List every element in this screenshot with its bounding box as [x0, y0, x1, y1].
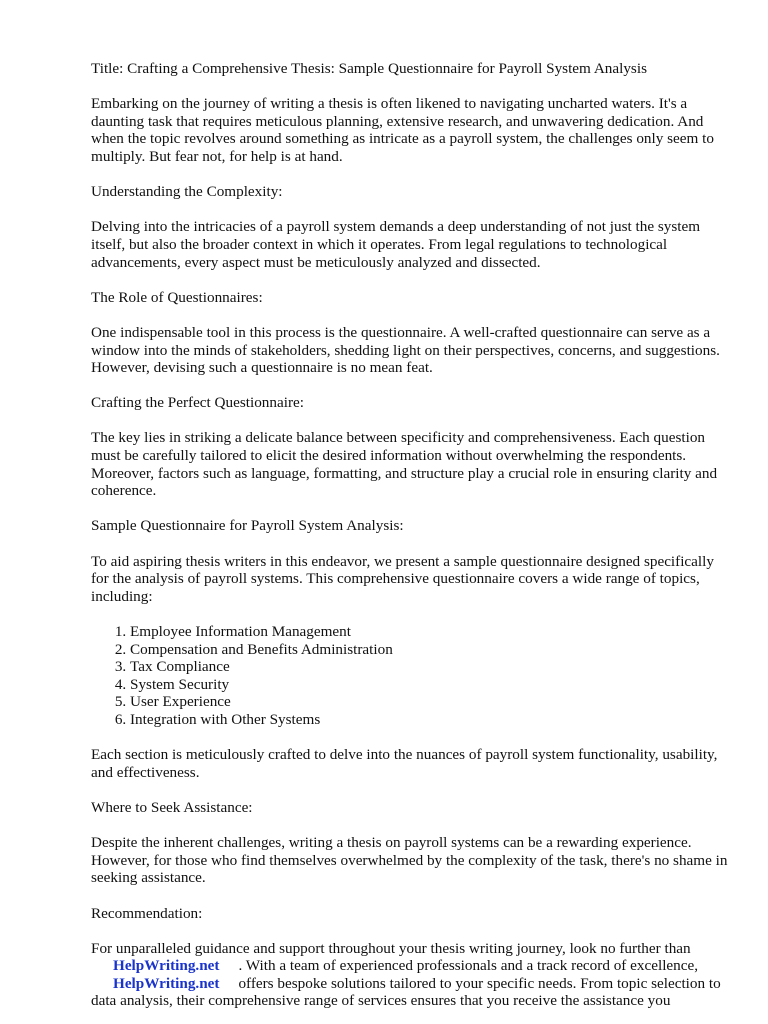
- helpwriting-link-2[interactable]: HelpWriting.net: [113, 974, 220, 992]
- list-item: 4. System Security: [130, 676, 731, 694]
- section-body-crafting: The key lies in striking a delicate balance between specificity and comprehensiveness. Each question must be carefully tailored to elicit the desired information without overwhelming the respondents. Moreover, factors such as language, formatting, and structure play a crucial role in ensuring clarity and coherence.: [91, 429, 718, 500]
- document-content: [91, 60, 731, 1024]
- document-title: Title: Crafting a Comprehensive Thesis: Sample Questionnaire for Payroll System Analysis: [91, 60, 647, 77]
- section-heading-crafting: Crafting the Perfect Questionnaire:: [91, 394, 304, 412]
- section-body-questionnaires: One indispensable tool in this process is the questionnaire. A well-crafted questionnaire can serve as a window into the minds of stakeholders, shedding light on their perspectives, concerns, and suggestions. However, devising such a questionnaire is no mean feat.: [91, 323, 720, 377]
- topics-list: [91, 623, 731, 729]
- recommendation-lead: For unparalleled guidance and support throughout your thesis writing journey, look no further than: [91, 939, 691, 957]
- after-list-paragraph: Each section is meticulously crafted to delve into the nuances of payroll system functionality, usability, and effectiveness.: [91, 746, 718, 781]
- section-heading-questionnaires: The Role of Questionnaires:: [91, 288, 263, 306]
- recommendation-mid: . With a team of experienced professionals and a track record of excellence,: [238, 957, 699, 975]
- section-heading-assistance: Where to Seek Assistance:: [91, 798, 253, 816]
- recommendation-tail: offers bespoke solutions tailored to your specific needs. From topic selection to data analysis, their comprehensive range of services ensures that you receive the assistance you: [91, 974, 721, 1010]
- list-item: 5. User Experience: [130, 693, 731, 711]
- section-body-sample: To aid aspiring thesis writers in this endeavor, we present a sample questionnaire designed specifically for the analysis of payroll systems. This comprehensive questionnaire covers a wide range of topics, including:: [91, 552, 714, 605]
- section-heading-recommendation: Recommendation:: [91, 904, 203, 922]
- list-item: 3. Tax Compliance: [130, 658, 731, 676]
- list-item: 2. Compensation and Benefits Administration: [130, 641, 731, 659]
- list-item: 1. Employee Information Management: [130, 623, 731, 641]
- section-body-complexity: Delving into the intricacies of a payroll system demands a deep understanding of not just the system itself, but also the broader context in which it operates. From legal regulations to technological advancements, every aspect must be meticulously analyzed and dissected.: [91, 218, 701, 271]
- section-heading-sample: Sample Questionnaire for Payroll System Analysis:: [91, 517, 404, 535]
- helpwriting-link-1[interactable]: HelpWriting.net: [113, 957, 220, 975]
- section-body-assistance: Despite the inherent challenges, writing a thesis on payroll systems can be a rewarding experience. However, for those who find themselves overwhelmed by the complexity of the task, there's no shame in seeking assistance.: [91, 834, 728, 887]
- section-heading-complexity: Understanding the Complexity:: [91, 183, 283, 201]
- list-item: 6. Integration with Other Systems: [130, 711, 731, 729]
- recommendation-paragraph: [91, 940, 731, 1010]
- intro-paragraph: Embarking on the journey of writing a thesis is often likened to navigating uncharted waters. It's a daunting task that requires meticulous planning, extensive research, and unwavering dedication. And when the topic revolves around something as intricate as a payroll system, the challenges only seem to multiply. But fear not, for help is at hand.: [91, 95, 714, 165]
